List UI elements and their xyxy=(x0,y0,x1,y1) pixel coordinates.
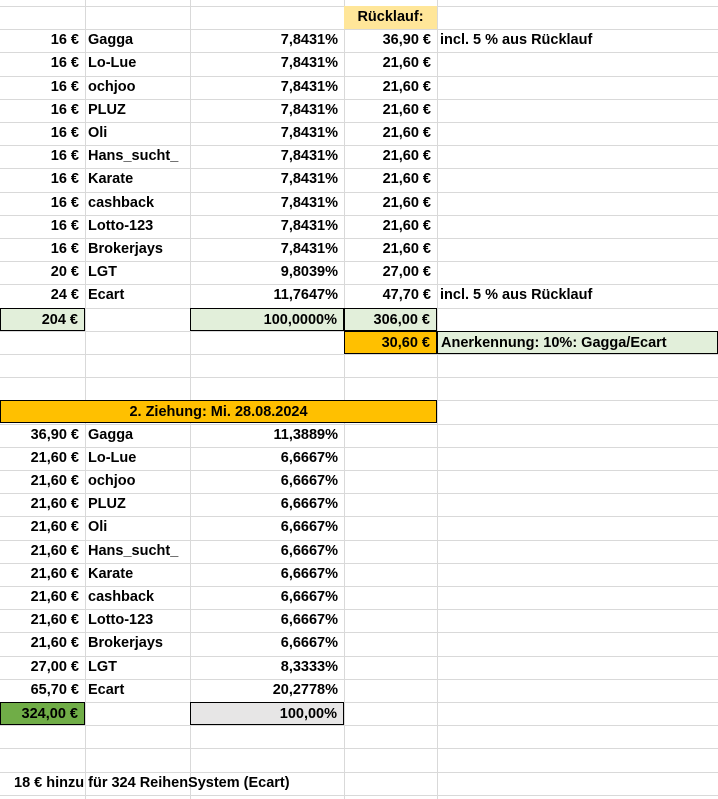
share-cell[interactable]: 7,8431% xyxy=(280,148,338,164)
stake-cell[interactable]: 65,70 € xyxy=(30,682,79,698)
stake-cell[interactable]: 16 € xyxy=(50,148,79,164)
name-cell[interactable]: ochjoo xyxy=(88,473,136,489)
stake-cell[interactable]: 21,60 € xyxy=(30,566,79,582)
stake-cell[interactable]: 21,60 € xyxy=(30,519,79,535)
grid-row-line xyxy=(0,795,718,796)
stake-cell[interactable]: 16 € xyxy=(50,32,79,48)
grid-row-line xyxy=(0,702,718,703)
share-cell[interactable]: 7,8431% xyxy=(280,171,338,187)
stake-cell[interactable]: 21,60 € xyxy=(30,473,79,489)
drawing-banner[interactable]: 2. Ziehung: Mi. 28.08.2024 xyxy=(0,400,437,423)
stake-cell[interactable]: 21,60 € xyxy=(30,589,79,605)
stake-cell[interactable]: 16 € xyxy=(50,241,79,257)
name-cell[interactable]: Oli xyxy=(88,125,108,141)
share-cell[interactable]: 7,8431% xyxy=(280,218,338,234)
name-cell[interactable]: Karate xyxy=(88,566,134,582)
stake-cell[interactable]: 21,60 € xyxy=(30,612,79,628)
return-cell[interactable]: 21,60 € xyxy=(382,148,431,164)
share-cell[interactable]: 8,3333% xyxy=(280,659,338,675)
stake-cell[interactable]: 16 € xyxy=(50,102,79,118)
return-cell[interactable]: 21,60 € xyxy=(382,241,431,257)
name-cell[interactable]: Oli xyxy=(88,519,108,535)
stake-cell[interactable]: 16 € xyxy=(50,195,79,211)
name-cell[interactable]: LGT xyxy=(88,264,117,280)
share-cell[interactable]: 7,8431% xyxy=(280,55,338,71)
share-cell[interactable]: 7,8431% xyxy=(280,241,338,257)
stake-cell[interactable]: 36,90 € xyxy=(30,427,79,443)
stake-cell[interactable]: 21,60 € xyxy=(30,635,79,651)
total-stake-cell[interactable]: 204 € xyxy=(0,308,85,331)
name-cell[interactable]: cashback xyxy=(88,195,155,211)
grid-row-line xyxy=(0,725,718,726)
share-cell[interactable]: 6,6667% xyxy=(280,566,338,582)
stake-cell[interactable]: 16 € xyxy=(50,218,79,234)
return-cell[interactable]: 21,60 € xyxy=(382,55,431,71)
name-cell[interactable]: Karate xyxy=(88,171,134,187)
footer-note[interactable]: 18 € hinzu für 324 ReihenSystem (Ecart) xyxy=(14,775,290,791)
total-return-cell[interactable]: 306,00 € xyxy=(344,308,437,331)
stake-cell[interactable]: 16 € xyxy=(50,125,79,141)
total-share-cell[interactable]: 100,00% xyxy=(190,702,344,725)
share-cell[interactable]: 7,8431% xyxy=(280,195,338,211)
name-cell[interactable]: PLUZ xyxy=(88,496,126,512)
name-cell[interactable]: Hans_sucht_ xyxy=(88,543,179,559)
share-cell[interactable]: 9,8039% xyxy=(280,264,338,280)
recognition-amount-cell[interactable]: 30,60 € xyxy=(344,331,437,354)
name-cell[interactable]: Lotto-123 xyxy=(88,612,154,628)
stake-cell[interactable]: 21,60 € xyxy=(30,496,79,512)
stake-cell[interactable]: 21,60 € xyxy=(30,543,79,559)
total-stake-cell[interactable]: 324,00 € xyxy=(0,702,85,725)
name-cell[interactable]: LGT xyxy=(88,659,117,675)
share-cell[interactable]: 7,8431% xyxy=(280,102,338,118)
return-cell[interactable]: 21,60 € xyxy=(382,171,431,187)
stake-cell[interactable]: 20 € xyxy=(50,264,79,280)
name-cell[interactable]: Brokerjays xyxy=(88,635,163,651)
stake-cell[interactable]: 16 € xyxy=(50,79,79,95)
return-cell[interactable]: 21,60 € xyxy=(382,79,431,95)
share-cell[interactable]: 6,6667% xyxy=(280,496,338,512)
recognition-label-cell[interactable]: Anerkennung: 10%: Gagga/Ecart xyxy=(437,331,718,354)
stake-cell[interactable]: 21,60 € xyxy=(30,450,79,466)
name-cell[interactable]: Ecart xyxy=(88,287,125,303)
name-cell[interactable]: Lo-Lue xyxy=(88,450,137,466)
ruecklauf-header[interactable]: Rücklauf: xyxy=(344,6,437,29)
name-cell[interactable]: Ecart xyxy=(88,682,125,698)
name-cell[interactable]: Lo-Lue xyxy=(88,55,137,71)
return-cell[interactable]: 21,60 € xyxy=(382,218,431,234)
name-cell[interactable]: Hans_sucht_ xyxy=(88,148,179,164)
share-cell[interactable]: 20,2778% xyxy=(272,682,338,698)
grid-row-line xyxy=(0,377,718,378)
return-cell[interactable]: 21,60 € xyxy=(382,195,431,211)
note-cell[interactable]: incl. 5 % aus Rücklauf xyxy=(440,32,593,48)
return-cell[interactable]: 36,90 € xyxy=(382,32,431,48)
stake-cell[interactable]: 27,00 € xyxy=(30,659,79,675)
name-cell[interactable]: Gagga xyxy=(88,427,134,443)
grid-row-line xyxy=(0,748,718,749)
share-cell[interactable]: 6,6667% xyxy=(280,589,338,605)
share-cell[interactable]: 7,8431% xyxy=(280,79,338,95)
total-share-cell[interactable]: 100,0000% xyxy=(190,308,344,331)
return-cell[interactable]: 47,70 € xyxy=(382,287,431,303)
share-cell[interactable]: 6,6667% xyxy=(280,543,338,559)
return-cell[interactable]: 27,00 € xyxy=(382,264,431,280)
share-cell[interactable]: 6,6667% xyxy=(280,473,338,489)
share-cell[interactable]: 7,8431% xyxy=(280,125,338,141)
note-cell[interactable]: incl. 5 % aus Rücklauf xyxy=(440,287,593,303)
name-cell[interactable]: Lotto-123 xyxy=(88,218,154,234)
name-cell[interactable]: Brokerjays xyxy=(88,241,163,257)
stake-cell[interactable]: 24 € xyxy=(50,287,79,303)
share-cell[interactable]: 11,7647% xyxy=(273,287,338,303)
share-cell[interactable]: 11,3889% xyxy=(273,427,338,443)
return-cell[interactable]: 21,60 € xyxy=(382,102,431,118)
return-cell[interactable]: 21,60 € xyxy=(382,125,431,141)
stake-cell[interactable]: 16 € xyxy=(50,171,79,187)
name-cell[interactable]: ochjoo xyxy=(88,79,136,95)
share-cell[interactable]: 6,6667% xyxy=(280,519,338,535)
name-cell[interactable]: PLUZ xyxy=(88,102,126,118)
share-cell[interactable]: 7,8431% xyxy=(280,32,338,48)
name-cell[interactable]: Gagga xyxy=(88,32,134,48)
share-cell[interactable]: 6,6667% xyxy=(280,635,338,651)
stake-cell[interactable]: 16 € xyxy=(50,55,79,71)
share-cell[interactable]: 6,6667% xyxy=(280,450,338,466)
share-cell[interactable]: 6,6667% xyxy=(280,612,338,628)
name-cell[interactable]: cashback xyxy=(88,589,155,605)
